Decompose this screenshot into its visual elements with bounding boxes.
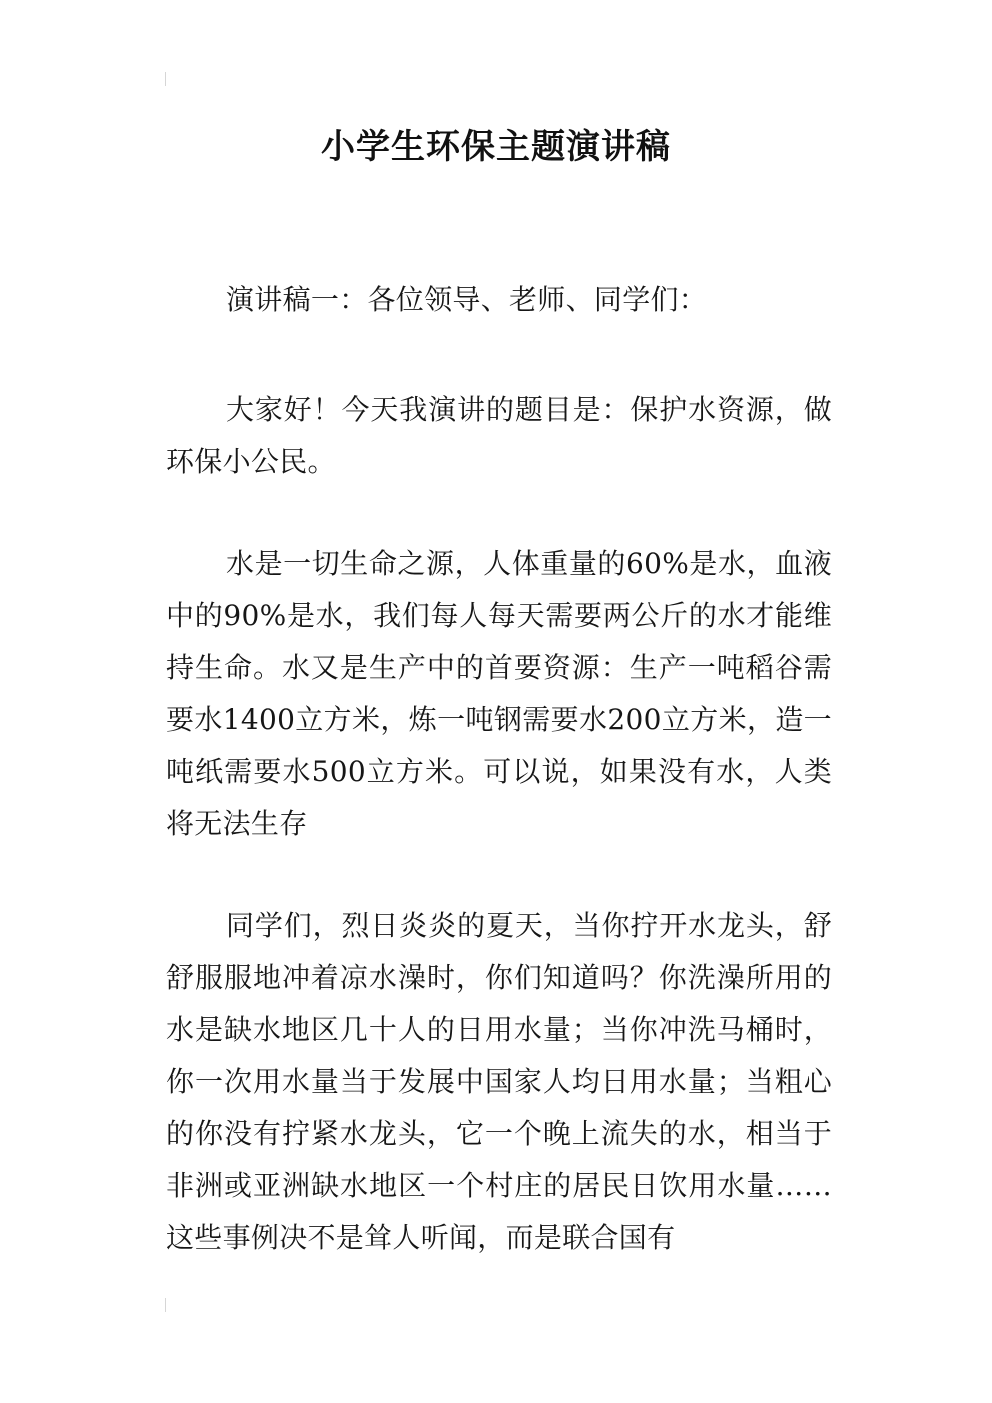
paragraph-intro: 大家好！今天我演讲的题目是：保护水资源，做环保小公民。 — [166, 393, 832, 478]
paragraph-water-importance: 水是一切生命之源，人体重量的60%是水，血液中的90%是水，我们每人每天需要两公斤的水才能维持生命。水又是生产中的首要资源：生产一吨稻谷需要水1400立方米，炼一吨钢需要水200立方米，造一吨纸需要水500立方米。可以说，如果没有水，人类将无法生存 — [166, 547, 832, 840]
page-corner-mark-bottom — [165, 1298, 166, 1312]
paragraph-greeting: 演讲稿一：各位领导、老师、同学们： — [226, 283, 708, 316]
document-body — [166, 274, 832, 1264]
paragraph-water-waste: 同学们，烈日炎炎的夏天，当你拧开水龙头，舒舒服服地冲着凉水澡时，你们知道吗？你洗澡所用的水是缺水地区几十人的日用水量；当你冲洗马桶时，你一次用水量当于发展中国家人均日用水量；当粗心的你没有拧紧水龙头，它一个晚上流失的水，相当于非洲或亚洲缺水地区一个村庄的居民日饮用水量……这些事例决不是耸人听闻，而是联合国有 — [166, 909, 832, 1254]
document-title: 小学生环保主题演讲稿 — [321, 127, 671, 167]
page-corner-mark-top — [165, 72, 166, 86]
